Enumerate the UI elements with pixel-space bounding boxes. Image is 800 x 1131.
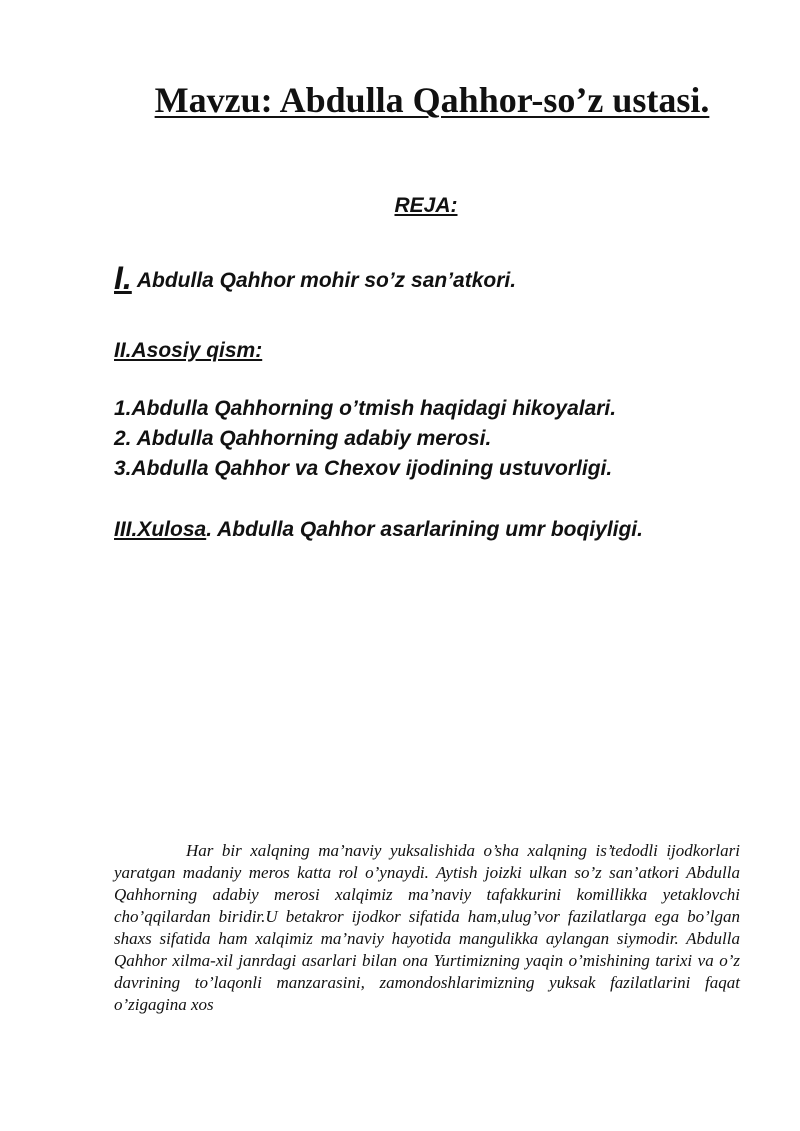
plan-intro bbox=[114, 260, 774, 296]
plan-conclusion-text: . Abdulla Qahhor asarlarining umr boqiyligi. bbox=[206, 518, 643, 541]
plan-heading: REJA: bbox=[394, 194, 458, 217]
plan-item: 3.Abdulla Qahhor va Chexov ijodining ustuvorligi. bbox=[114, 457, 613, 480]
plan-item: 1.Abdulla Qahhorning o’tmish haqidagi hikoyalari. bbox=[114, 397, 617, 420]
plan-items-list bbox=[114, 394, 774, 484]
plan-item: 2. Abdulla Qahhorning adabiy merosi. bbox=[114, 427, 492, 450]
plan-intro-numeral: I. bbox=[114, 260, 132, 296]
plan-conclusion-label: III.Xulosa bbox=[114, 518, 207, 541]
plan-conclusion bbox=[114, 515, 774, 545]
document-title bbox=[0, 78, 800, 122]
plan-intro-text: Abdulla Qahhor mohir so’z san’atkori. bbox=[131, 269, 517, 292]
body-paragraph: Har bir xalqning ma’naviy yuksalishida o’sha xalqning is’tedodli ijodkorlari yaratgan madaniy meros katta rol o’ynaydi. Aytish joizki ulkan so’z san’atkori Abdulla Qahhorning adabiy merosi xalqimiz ma’naviy tafakkurini komillikka yetaklovchi cho’qqilardan biridir.U betakror ijodkor sifatida ham,ulug’vor fazilatlarga ega bo’lgan shaxs sifatida ham xalqimiz ma’naviy hayotida mangulikka aylangan siymodir. Abdulla Qahhor xilma-xil janrdagi asarlari bilan ona Yurtimizning yaqin o’mishining tarixi va o’z davrining to’laqonli manzarasini, zamondoshlarimizning yuksak fazilatlarini faqat o’zigagina xos bbox=[114, 841, 740, 1014]
document-title-text: Mavzu: Abdulla Qahhor-so’z ustasi. bbox=[154, 80, 710, 120]
plan-main-part: II.Asosiy qism: bbox=[114, 339, 263, 362]
